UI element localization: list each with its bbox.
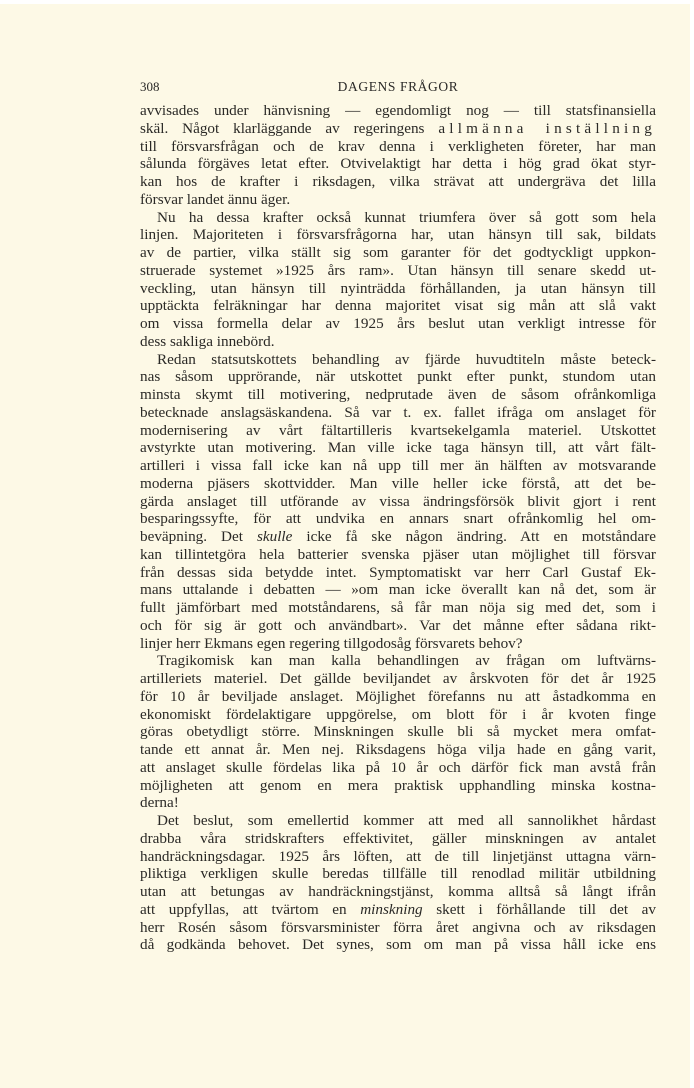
text-line: möjligheten att genom en mera praktisk upphandling minska kostna-: [140, 776, 656, 794]
text-line: gärda anslaget till utförande av vissa ändringsförsök blivit gjort i rent: [140, 492, 656, 510]
text-line: minsta skymt till motivering, nedprutade även de såsom ofrånkomliga: [140, 386, 656, 403]
text-line: sålunda förgäves letat efter. Otvivelaktigt har detta i hög grad ökat styr-: [140, 155, 656, 173]
text-line: kan hos de krafter i riksdagen, vilka strävat att undergräva det lilla: [140, 173, 656, 190]
text-line: modernisering av vårt fältartilleris kvartsekelgamla materiel. Utskottet: [140, 421, 656, 439]
text-line: Nu ha dessa krafter också kunnat triumfera över så gott som hela: [157, 208, 656, 226]
emphasis: minskning: [360, 900, 423, 918]
text-line: av de partier, vilka ställt sig som garanter för det godtyckligt uppkon-: [140, 244, 656, 261]
text-line: tande ett annat år. Men nej. Riksdagens höga vilja hade en gång varit,: [140, 741, 656, 758]
text-line: besparingssyfte, för att undvika en annars snart ofrånkomlig hel om-: [140, 510, 656, 528]
paragraph-p4: [140, 652, 656, 812]
text-line: linjen. Majoriteten i försvarsfrågorna har, utan hänsyn till sak, bildats: [140, 226, 656, 244]
paragraph-p2: [140, 209, 656, 351]
running-head: [140, 79, 656, 97]
text-line: handräckningsdagar. 1925 års löften, att de till linjetjänst uttagna värn-: [140, 847, 656, 865]
text-line: herr Rosén såsom försvarsminister förra året angivna och av riksdagen: [140, 918, 656, 936]
spaced-emphasis: allmänna inställning: [438, 119, 657, 137]
text-line: ekonomiskt fördelaktigare uppgörelse, om blott för i år kvoten finge: [140, 705, 656, 723]
text-line: moderna pjäsers skottvidder. Man ville heller icke förstå, att det be-: [140, 474, 656, 492]
text-line: avstyrkte utan motivering. Man ville icke taga hänsyn till, att vårt fält-: [140, 439, 656, 457]
text-line: derna!: [140, 794, 179, 812]
text-line: Tragikomisk kan man kalla behandlingen av frågan om luftvärns-: [157, 652, 656, 670]
text-line: göras obetydligt större. Minskningen skulle bli så mycket mera omfat-: [140, 723, 656, 741]
book-page: [0, 4, 690, 1088]
text-line: upptäckta felräkningar har denna majoritet visat sig mån att slå vakt: [140, 297, 656, 315]
text-line: betecknade anslagsäskandena. Så var t. ex. fallet ifråga om anslaget för: [140, 403, 656, 421]
text-line: för 10 år beviljade anslaget. Möjlighet förefanns nu att åstadkomma en: [140, 687, 656, 705]
text-line: artilleriets materiel. Det gällde beviljandet av årskvoten för det år 1925: [140, 670, 656, 687]
paragraph-p1: [140, 102, 656, 209]
text-line: beväpning. Det skulle icke få ske någon ändring. Att en motståndare: [140, 528, 656, 545]
paragraph-p3: [140, 351, 656, 653]
text-line: fullt jämförbart med motståndarens, så får man nöja sig med det, som i: [140, 599, 656, 616]
text-line: avvisades under hänvisning — egendomligt nog — till statsfinansiella: [140, 102, 656, 119]
text-line: nas såsom upprörande, när utskottet punkt efter punkt, stundom utan: [140, 368, 656, 386]
text-line: att anslaget skulle fördelas lika på 10 år och därför fick man avstå från: [140, 758, 656, 776]
text-line: försvar landet ännu äger.: [140, 190, 291, 208]
text-line: veckling, utan hänsyn till nyinträdda förhållanden, ja utan hänsyn till: [140, 279, 656, 297]
text-line: och för sig är gott och användbart». Var det månne efter sådana rikt-: [140, 616, 656, 634]
page-number: 308: [140, 79, 160, 94]
text-line: Redan statsutskottets behandling av fjärde huvudtiteln måste beteck-: [157, 350, 656, 368]
text-line: kan tillintetgöra hela batterier svenska pjäser utan möjlighet till försvar: [140, 545, 656, 563]
text-line: mans uttalande i debatten — »om man icke överallt kan nå det, som är: [140, 581, 656, 599]
text-line: pliktiga verkligen skulle beredas tillfälle till renodlad militär utbildning: [140, 865, 656, 883]
text-line: från dessas sida betydde intet. Symptomatiskt var herr Carl Gustaf Ek-: [140, 563, 656, 581]
text-line: då godkända behovet. Det synes, som om man på vissa håll icke ens: [140, 936, 656, 954]
text-line: till försvarsfrågan och de krav denna i verkligheten företer, har man: [140, 137, 656, 155]
text-line: om vissa formella delar av 1925 års beslut utan verkligt intresse för: [140, 315, 656, 332]
text-line: Det beslut, som emellertid kommer att med all sannolikhet hårdast: [157, 812, 656, 829]
text-line: utan att betungas av handräckningstjänst, komma alltså så långt ifrån: [140, 883, 656, 900]
paragraph-p5: [140, 812, 656, 954]
text-line: att uppfyllas, att tvärtom en minskning skett i förhållande till det av: [140, 900, 656, 918]
text-line: skäl. Något klarläggande av regeringens allmänna inställning: [140, 119, 657, 137]
text-line: struerade systemet »1925 års ram». Utan hänsyn till senare skedd ut-: [140, 261, 656, 279]
body-text: [140, 102, 656, 954]
text-line: artilleri i vissa fall icke kan nå upp till mer än hälften av motsvarande: [140, 457, 656, 474]
text-line: dess sakliga innebörd.: [140, 332, 275, 350]
emphasis: skulle: [256, 528, 293, 545]
text-line: linjer herr Ekmans egen regering tillgodosåg försvarets behov?: [140, 634, 523, 652]
text-line: drabba våra stridskrafters effektivitet, gäller minskningen av antalet: [140, 829, 656, 847]
running-title: DAGENS FRÅGOR: [337, 79, 459, 94]
